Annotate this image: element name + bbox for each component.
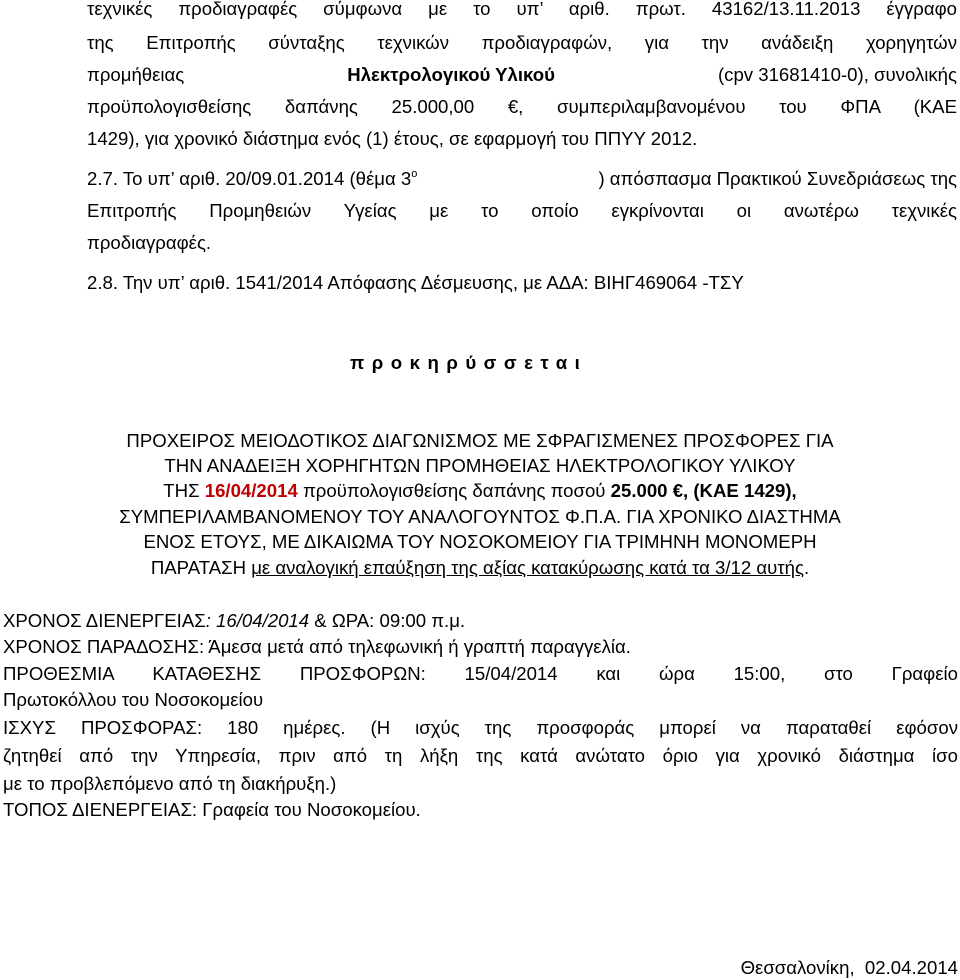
- item-2-7-text-b: ) απόσπασμα Πρακτικού Συνεδριάσεως της: [598, 168, 957, 189]
- conduct-time-label: ΧΡΟΝΟΣ ΔΙΕΝΕΡΓΕΙΑΣ: [3, 610, 206, 631]
- validity-line-3: με το προβλεπόμενο από τη διακήρυξη.): [3, 773, 337, 794]
- heading-line-4: ΣΥΜΠΕΡΙΛΑΜΒΑΝΟΜΕΝΟΥ ΤΟΥ ΑΝΑΛΟΓΟΥΝΤΟΣ Φ.Π.Α. ΓΙΑ ΧΡΟΝΙΚΟ ΔΙΑΣΤΗΜΑ: [119, 506, 841, 527]
- intro-line-2: της Επιτροπής σύνταξης τεχνικών προδιαγραφών, για την ανάδειξη χορηγητών: [87, 32, 957, 53]
- heading-line-2: ΤΗΝ ΑΝΑΔΕΙΞΗ ΧΟΡΗΓΗΤΩΝ ΠΡΟΜΗΘΕΙΑΣ ΗΛΕΚΤΡΟΛΟΓΙΚΟΥ ΥΛΙΚΟΥ: [164, 455, 796, 476]
- place-date-signature: Θεσσαλονίκη, 02.04.2014: [740, 957, 958, 978]
- proclaim-heading: προκηρύσσεται: [350, 352, 588, 373]
- validity-line-2: ζητηθεί από την Υπηρεσία, πριν από τη λήξη της κατά ανώτατο όριο για χρονικό διάστημα ίσο: [3, 745, 958, 766]
- heading-line-3-start: ΤΗΣ: [163, 480, 200, 501]
- item-2-7-text-a: 2.7. Το υπ’ αριθ. 20/09.01.2014 (θέμα 3: [87, 168, 412, 189]
- conduct-time-hour: & ΩΡΑ: 09:00 π.μ.: [309, 610, 466, 631]
- extension-clause: με αναλογική επαύξηση της αξίας κατακύρωσης κατά τα 3/12 αυτής: [251, 557, 804, 578]
- intro-line-5: 1429), για χρονικό διάστημα ενός (1) έτους, σε εφαρμογή του ΠΠΥΥ 2012.: [87, 128, 698, 149]
- delivery-time: ΧΡΟΝΟΣ ΠΑΡΑΔΟΣΗΣ: Άμεσα μετά από τηλεφωνική ή γραπτή παραγγελία.: [3, 636, 631, 657]
- deadline-line-1: ΠΡΟΘΕΣΜΙΑ ΚΑΤΑΘΕΣΗΣ ΠΡΟΣΦΟΡΩΝ: 15/04/2014 και ώρα 15:00, στο Γραφείο: [3, 663, 958, 684]
- intro-line-4: προϋπολογισθείσης δαπάνης 25.000,00 €, συμπεριλαμβανομένου του ΦΠΑ (ΚΑΕ: [87, 96, 957, 117]
- item-2-7-line-2: Επιτροπής Προμηθειών Υγείας με το οποίο εγκρίνονται οι ανωτέρω τεχνικές: [87, 200, 957, 221]
- heading-line-6: [0, 556, 960, 580]
- heading-line-1: ΠΡΟΧΕΙΡΟΣ ΜΕΙΟΔΟΤΙΚΟΣ ΔΙΑΓΩΝΙΣΜΟΣ ΜΕ ΣΦΡΑΓΙΣΜΕΝΕΣ ΠΡΟΣΦΟΡΕΣ ΓΙΑ: [126, 430, 834, 451]
- heading-line-3: [0, 479, 960, 503]
- tender-date: 16/04/2014: [204, 480, 298, 501]
- item-2-7-start: [87, 167, 417, 194]
- deadline-line-2: Πρωτοκόλλου του Νοσοκομείου: [3, 689, 264, 710]
- intro-line-3: [87, 63, 957, 87]
- intro-line-3-start: προμήθειας: [87, 64, 185, 85]
- intro-line-3-end: (cpv 31681410-0), συνολικής: [717, 64, 957, 85]
- heading-line-3-mid: προϋπολογισθείσης δαπάνης ποσού: [302, 480, 606, 501]
- heading-line-6-end: .: [803, 557, 810, 578]
- item-2-7-line-1: [87, 167, 957, 194]
- superscript: ο: [411, 168, 418, 180]
- heading-line-5: ΕΝΟΣ ΕΤΟΥΣ, ΜΕ ΔΙΚΑΙΩΜΑ ΤΟΥ ΝΟΣΟΚΟΜΕΙΟΥ ΓΙΑ ΤΡΙΜΗΝΗ ΜΟΝΟΜΕΡΗ: [143, 531, 817, 552]
- item-2-8: 2.8. Την υπ’ αριθ. 1541/2014 Απόφασης Δέσμευσης, με ΑΔΑ: ΒΙΗΓ469064 -ΤΣΥ: [87, 272, 744, 293]
- intro-line-1: τεχνικές προδιαγραφές σύμφωνα με το υπ’ αριθ. πρωτ. 43162/13.11.2013 έγγραφο: [87, 0, 957, 19]
- heading-line-6-start: ΠΑΡΑΤΑΣΗ: [150, 557, 247, 578]
- conduct-place: ΤΟΠΟΣ ΔΙΕΝΕΡΓΕΙΑΣ: Γραφεία του Νοσοκομείου.: [3, 799, 421, 820]
- conduct-time-date: : 16/04/2014: [205, 610, 310, 631]
- conduct-time: [3, 609, 465, 633]
- validity-line-1: ΙΣΧΥΣ ΠΡΟΣΦΟΡΑΣ: 180 ημέρες. (Η ισχύς της προσφοράς μπορεί να παραταθεί εφόσον: [3, 717, 958, 738]
- budget-amount: 25.000 €, (ΚΑΕ 1429),: [610, 480, 797, 501]
- material-name: Ηλεκτρολογικού Υλικού: [347, 64, 555, 85]
- item-2-7-line-3: προδιαγραφές.: [87, 232, 212, 253]
